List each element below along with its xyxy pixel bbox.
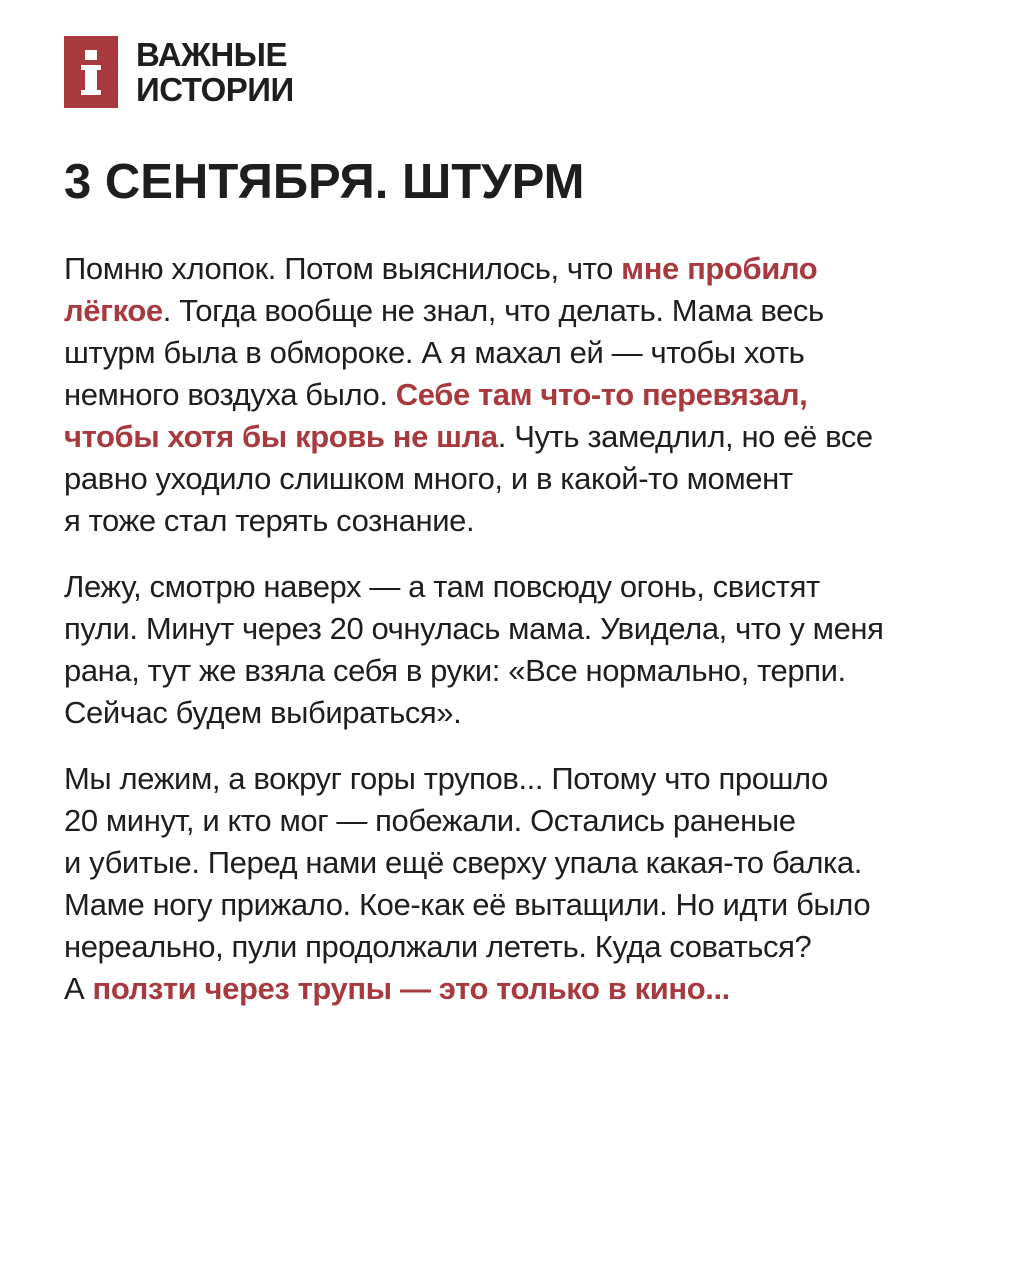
paragraph-1 (64, 248, 994, 542)
text-line (64, 926, 994, 968)
text-segment: штурм была в обмороке. А я махал ей — чтобы хоть (64, 335, 805, 370)
text-line (64, 758, 994, 800)
text-segment: нереально, пули продолжали лететь. Куда соваться? (64, 929, 812, 964)
text-line (64, 650, 994, 692)
brand-logo-icon (64, 36, 118, 108)
highlighted-text: ползти через трупы — это только в кино... (92, 971, 730, 1006)
text-line (64, 416, 994, 458)
text-segment: я тоже стал терять сознание. (64, 503, 475, 538)
brand-header (64, 36, 294, 108)
text-segment: Мы лежим, а вокруг горы трупов... Потому что прошло (64, 761, 828, 796)
paragraph-2 (64, 566, 994, 734)
highlighted-text: чтобы хотя бы кровь не шла (64, 419, 498, 454)
text-segment: Помню хлопок. Потом выяснилось, что (64, 251, 622, 286)
text-line (64, 800, 994, 842)
text-line (64, 332, 994, 374)
text-line (64, 458, 994, 500)
brand-name-line-2: ИСТОРИИ (136, 71, 294, 108)
text-line (64, 566, 994, 608)
text-segment: А (64, 971, 93, 1006)
text-segment: Маме ногу прижало. Кое-как её вытащили. Но идти было (64, 887, 871, 922)
text-segment: . Тогда вообще не знал, что делать. Мама весь (162, 293, 824, 328)
text-segment: 20 минут, и кто мог — побежали. Остались раненые (64, 803, 796, 838)
text-line (64, 692, 994, 734)
text-segment: Сейчас будем выбираться». (64, 695, 462, 730)
text-line (64, 884, 994, 926)
article-body (64, 248, 994, 1034)
text-line (64, 968, 994, 1010)
text-segment: и убитые. Перед нами ещё сверху упала какая-то балка. (64, 845, 862, 880)
text-segment: рана, тут же взяла себя в руки: «Все нормально, терпи. (64, 653, 846, 688)
text-segment: . Чуть замедлил, но её все (497, 419, 873, 454)
text-line (64, 248, 994, 290)
page-title: 3 СЕНТЯБРЯ. ШТУРМ (64, 155, 585, 209)
logo-stem (85, 65, 97, 95)
paragraph-3 (64, 758, 994, 1010)
text-line (64, 374, 994, 416)
text-segment: немного воздуха было. (64, 377, 396, 412)
brand-name-line-1: ВАЖНЫЕ (136, 36, 287, 73)
highlighted-text: Себе там что-то перевязал, (395, 377, 808, 412)
text-line (64, 500, 994, 542)
brand-name (136, 36, 294, 108)
logo-dot (85, 50, 97, 60)
text-segment: пули. Минут через 20 очнулась мама. Увидела, что у меня (64, 611, 884, 646)
text-line (64, 608, 994, 650)
text-line (64, 842, 994, 884)
text-segment: равно уходило слишком много, и в какой-то момент (64, 461, 793, 496)
text-line (64, 290, 994, 332)
text-segment: Лежу, смотрю наверх — а там повсюду огонь, свистят (64, 569, 820, 604)
highlighted-text: мне пробило (621, 251, 818, 286)
highlighted-text: лёгкое (64, 293, 163, 328)
